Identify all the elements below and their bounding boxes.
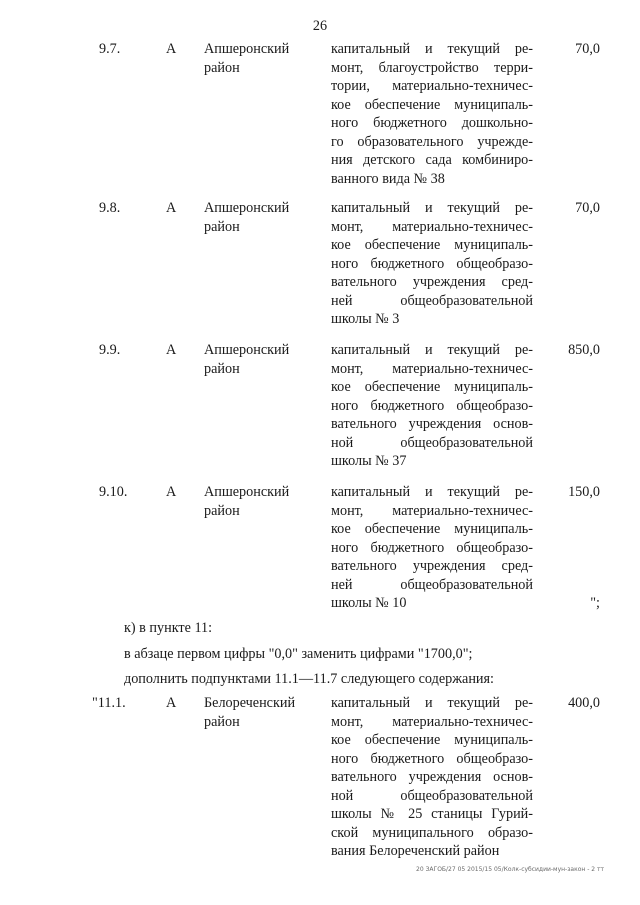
description-line: тории, материально-техничес-	[331, 78, 533, 94]
description-line: ния детского сада комбиниро-	[331, 152, 533, 168]
amendment-paragraph: дополнить подпунктами 11.1—11.7 следующего содержания:	[124, 671, 494, 687]
description-line: кое обеспечение муниципаль-	[331, 732, 533, 748]
description-line: капитальный и текущий ре-	[331, 41, 533, 57]
description-line: го образовательного учрежде-	[331, 133, 533, 150]
region-line: район	[204, 360, 240, 377]
row-amount: 150,0	[568, 484, 600, 500]
description-line: ного бюджетного общеобразо-	[331, 397, 533, 414]
row-amount: 400,0	[568, 695, 600, 711]
description-line: ней общеобразовательной	[331, 292, 533, 309]
description-line: школы № 10	[331, 595, 407, 611]
description-line: вания Белореченский район	[331, 843, 500, 859]
description-line: капитальный и текущий ре-	[331, 695, 533, 711]
row-description	[331, 40, 533, 188]
row-number: 9.10.	[99, 484, 128, 500]
row-region	[204, 40, 319, 77]
page-number: 26	[312, 18, 328, 34]
region-line: Апшеронский	[204, 41, 290, 57]
closing-quote: ";	[590, 595, 600, 611]
description-line: капитальный и текущий ре-	[331, 484, 533, 500]
row-region	[204, 199, 319, 236]
description-line: ванного вида № 38	[331, 170, 445, 187]
description-line: школы № 3	[331, 311, 400, 327]
row-description	[331, 341, 533, 471]
row-code: А	[166, 200, 177, 216]
row-description	[331, 483, 533, 613]
description-line: вательного учреждения сред-	[331, 274, 533, 290]
row-number: 9.9.	[99, 342, 121, 358]
description-line: вательного учреждения основ-	[331, 769, 533, 785]
region-line: Апшеронский	[204, 200, 290, 216]
document-footer: 20 ЗАГОБ/27 05 2015/15 05/Колк-субсидии-мун-закон - 2 тт	[416, 866, 604, 873]
region-line: район	[204, 713, 240, 730]
description-line: ней общеобразовательной	[331, 576, 533, 593]
row-description	[331, 199, 533, 329]
row-code: А	[166, 695, 177, 711]
row-number: "11.1.	[92, 695, 126, 711]
row-code: А	[166, 484, 177, 500]
region-line: район	[204, 218, 240, 235]
description-line: ской муниципального образо-	[331, 824, 533, 841]
description-line: монт, благоустройство терри-	[331, 59, 533, 76]
description-line: вательного учреждения сред-	[331, 558, 533, 574]
row-amount: 70,0	[575, 200, 600, 216]
description-line: капитальный и текущий ре-	[331, 200, 533, 216]
row-description	[331, 694, 533, 861]
row-region	[204, 694, 319, 731]
description-line: ного бюджетного общеобразо-	[331, 255, 533, 272]
description-line: кое обеспечение муниципаль-	[331, 379, 533, 395]
description-line: ной общеобразовательной	[331, 434, 533, 451]
row-number: 9.8.	[99, 200, 121, 216]
row-code: А	[166, 41, 177, 57]
row-number: 9.7.	[99, 41, 121, 57]
description-line: вательного учреждения основ-	[331, 416, 533, 432]
description-line: школы № 25 станицы Гурий-	[331, 806, 533, 822]
region-line: район	[204, 502, 240, 519]
region-line: район	[204, 59, 240, 76]
description-line: ного бюджетного дошкольно-	[331, 115, 533, 131]
region-line: Апшеронский	[204, 484, 290, 500]
row-region	[204, 483, 319, 520]
description-line: монт, материально-техничес-	[331, 360, 533, 377]
region-line: Белореченский	[204, 695, 296, 711]
row-code: А	[166, 342, 177, 358]
row-amount: 850,0	[568, 342, 600, 358]
amendment-paragraph: в абзаце первом цифры "0,0" заменить цифрами "1700,0";	[124, 646, 473, 662]
description-line: ного бюджетного общеобразо-	[331, 539, 533, 556]
description-line: ной общеобразовательной	[331, 787, 533, 804]
description-line: ного бюджетного общеобразо-	[331, 750, 533, 767]
description-line: монт, материально-техничес-	[331, 713, 533, 730]
row-region	[204, 341, 319, 378]
description-line: монт, материально-техничес-	[331, 502, 533, 519]
description-line: кое обеспечение муниципаль-	[331, 96, 533, 113]
region-line: Апшеронский	[204, 342, 290, 358]
description-line: кое обеспечение муниципаль-	[331, 237, 533, 253]
description-line: школы № 37	[331, 453, 407, 469]
description-line: монт, материально-техничес-	[331, 218, 533, 235]
row-amount: 70,0	[575, 41, 600, 57]
description-line: капитальный и текущий ре-	[331, 342, 533, 358]
amendment-paragraph: к) в пункте 11:	[124, 620, 213, 636]
description-line: кое обеспечение муниципаль-	[331, 521, 533, 537]
